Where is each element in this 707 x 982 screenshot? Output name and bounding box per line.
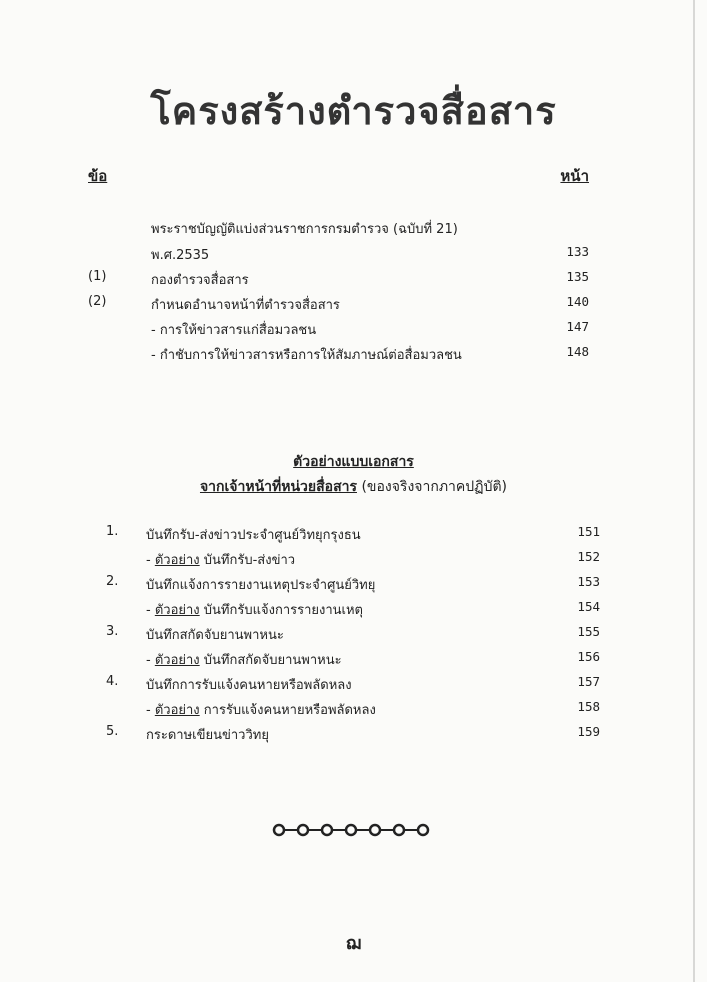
item-page: 151: [577, 524, 600, 539]
list-item: [0, 699, 707, 723]
item-text-body: กระดาษเขียนข่าววิทยุ: [146, 728, 269, 743]
item-prefix: -: [146, 603, 155, 618]
item-page: 155: [577, 624, 600, 639]
item-page: 148: [566, 344, 589, 359]
page-title: โครงสร้างตำรวจสื่อสาร: [150, 89, 557, 133]
item-column-header: ข้อ: [88, 167, 108, 185]
list-item: [0, 319, 707, 343]
list-item: [0, 244, 707, 268]
ornament-ring: [322, 825, 332, 835]
item-page: 153: [577, 574, 600, 589]
item-page: 140: [566, 294, 589, 309]
item-text: [146, 599, 363, 620]
item-text: [146, 724, 269, 745]
item-text: [146, 649, 342, 670]
list-item: [0, 294, 707, 318]
page-number: ฌ: [345, 933, 362, 954]
item-text-body: บันทึกรับ-ส่งข่าว: [199, 553, 296, 568]
item-number: (1): [88, 269, 107, 284]
item-number: 3.: [106, 624, 119, 639]
item-text: กำหนดอำนาจหน้าที่ตำรวจสื่อสาร: [151, 298, 340, 313]
ornament-ring: [298, 825, 308, 835]
item-text: - กำชับการให้ข่าวสารหรือการให้สัมภาษณ์ต่อสื่อมวลชน: [151, 348, 462, 363]
item-text-body: บันทึกรับ-ส่งข่าวประจำศูนย์วิทยุกรุงธน: [146, 528, 361, 543]
item-page: 152: [577, 549, 600, 564]
list-item: [0, 724, 707, 748]
example-label: ตัวอย่าง: [154, 703, 200, 718]
item-text: [146, 549, 295, 570]
item-text: - การให้ข่าวสารแก่สื่อมวลชน: [151, 323, 317, 338]
section2-heading-line2: [0, 476, 707, 498]
item-number: 2.: [106, 574, 119, 589]
item-number: 1.: [106, 524, 119, 539]
list-item: [0, 549, 707, 573]
item-text: [146, 574, 375, 595]
ornament-ring: [346, 825, 356, 835]
item-text-body: บันทึกสกัดจับยานพาหนะ: [146, 628, 284, 643]
item-text-body: บันทึกสกัดจับยานพาหนะ: [199, 653, 342, 668]
ornament-ring: [394, 825, 404, 835]
list-item: [0, 218, 707, 242]
item-text-body: บันทึกรับแจ้งการรายงานเหตุ: [199, 603, 363, 618]
item-prefix: -: [146, 703, 155, 718]
section2-heading-suffix: (ของจริงจากภาคปฏิบัติ): [357, 479, 508, 495]
item-page: 157: [577, 674, 600, 689]
item-text-body: การรับแจ้งคนหายหรือพลัดหลง: [199, 703, 376, 718]
item-page: 135: [566, 269, 589, 284]
page-column-header: หน้า: [560, 167, 589, 185]
item-number: 5.: [106, 724, 119, 739]
list-item: [0, 599, 707, 623]
item-text: กองตำรวจสื่อสาร: [151, 273, 249, 288]
ornament-divider: [271, 822, 433, 838]
item-text: [146, 674, 352, 695]
item-text-body: บันทึกแจ้งการรายงานเหตุประจำศูนย์วิทยุ: [146, 578, 376, 593]
ornament-ring: [370, 825, 380, 835]
list-item: [0, 524, 707, 548]
item-number: 4.: [106, 674, 119, 689]
list-item: [0, 269, 707, 293]
item-text: [146, 699, 376, 720]
item-text: พระราชบัญญัติแบ่งส่วนราชการกรมตำรวจ (ฉบับที่ 21): [151, 222, 458, 237]
item-text: พ.ศ.2535: [151, 248, 210, 263]
section2-heading-line1: [0, 451, 707, 473]
ornament-ring: [418, 825, 428, 835]
item-page: 154: [577, 599, 600, 614]
list-item: [0, 574, 707, 598]
list-item: [0, 649, 707, 673]
item-text-body: บันทึกการรับแจ้งคนหายหรือพลัดหลง: [146, 678, 352, 693]
item-page: 147: [566, 319, 589, 334]
example-label: ตัวอย่าง: [154, 553, 200, 568]
item-page: 158: [577, 699, 600, 714]
example-label: ตัวอย่าง: [154, 603, 200, 618]
example-label: ตัวอย่าง: [154, 653, 200, 668]
item-prefix: -: [146, 653, 155, 668]
list-item: [0, 674, 707, 698]
list-item: [0, 624, 707, 648]
section2-heading-text: ตัวอย่างแบบเอกสาร: [293, 454, 414, 470]
list-item: [0, 344, 707, 368]
item-text: [146, 624, 284, 645]
item-text: [146, 524, 361, 545]
section2-heading-underlined: จากเจ้าหน้าที่หน่วยสื่อสาร: [199, 479, 357, 495]
item-number: (2): [88, 294, 107, 309]
item-page: 156: [577, 649, 600, 664]
item-page: 159: [577, 724, 600, 739]
ornament-ring: [274, 825, 284, 835]
item-page: 133: [566, 244, 589, 259]
item-prefix: -: [146, 553, 155, 568]
